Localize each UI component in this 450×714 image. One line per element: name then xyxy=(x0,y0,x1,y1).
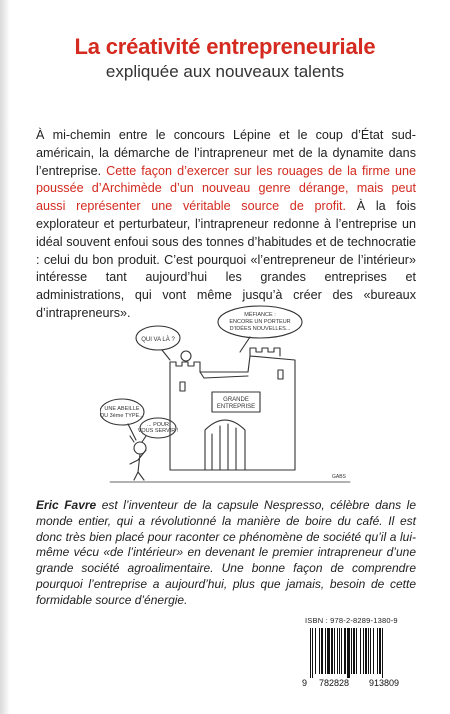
author-name: Eric Favre xyxy=(36,498,97,512)
book-title: La créativité entrepreneuriale xyxy=(74,34,376,59)
barcode-bar xyxy=(363,628,364,674)
barcode-bar xyxy=(337,628,338,674)
barcode-bar xyxy=(315,628,316,674)
svg-text:GRANDE: GRANDE xyxy=(223,397,249,403)
barcode-bar xyxy=(351,628,352,674)
barcode-digits-group2: 913809 xyxy=(368,678,400,688)
barcode-bar xyxy=(360,628,361,674)
castle-wall xyxy=(170,356,295,470)
barcode-bar xyxy=(325,628,326,674)
barcode-bar xyxy=(327,628,330,674)
barcode-bar xyxy=(353,628,355,674)
barcode-bar xyxy=(347,628,350,678)
cover-spine-shadow xyxy=(0,0,10,714)
barcode-bar xyxy=(310,628,311,678)
back-cover-blurb xyxy=(36,127,416,323)
barcode-bar xyxy=(373,628,374,674)
barcode-bar xyxy=(370,628,371,674)
barcode-bar xyxy=(341,628,342,674)
castle-door xyxy=(205,420,245,470)
blurb-text-2: À la fois explorateur et perturbateur, l’intrapreneur redonne à l’entreprise un idéal souvent enfoui sous des tonnes d’habitudes et de technocratie : celui du bon produit. C’est pourquoi «l’entrepreneur de l’intérieur» intéresse tant aujourd’hui les grandes entreprises et administrations, qui vont même jusqu’à créer des «bureaux d’intrapreneurs». xyxy=(36,199,417,320)
author-bio xyxy=(36,498,416,609)
barcode-bar xyxy=(331,628,333,674)
barcode-bar xyxy=(377,628,378,674)
castle-battlements-left xyxy=(170,362,200,372)
barcode-bar xyxy=(379,628,381,674)
blurb-text-1: À mi-chemin entre le concours Lépine et le coup d’État sud-américain, la démarche de l’intrapreneur met de la dynamite dans l’entreprise. xyxy=(36,128,416,178)
castle-cartoon xyxy=(100,300,360,500)
speech-bubble-left xyxy=(100,399,144,425)
svg-text:D’IDÉES NOUVELLES...: D’IDÉES NOUVELLES... xyxy=(229,326,291,332)
author-bio-text: est l’inventeur de la capsule Nespresso, célèbre dans le monde entier, qui a révolutionné la manière de boire du café. Il est donc très bien placé pour raconter ce phénomène de société qu’il a lui-même vécu «de l’intérieur» en devenant le premier intrapreneur d’une grande société agroalimentaire. Une bonne façon de comprendre pourquoi l’entreprise a aujourd’hui, plus que jamais, besoin de cette formidable source d’énergie. xyxy=(36,498,416,607)
castle-battlements-right xyxy=(250,348,280,356)
svg-text:DU 3ème TYPE...: DU 3ème TYPE... xyxy=(100,413,144,419)
barcode-bar xyxy=(368,628,369,674)
barcode-bar xyxy=(356,628,357,674)
barcode-bar xyxy=(319,628,320,674)
barcode-bar xyxy=(312,628,313,678)
barcode-bar xyxy=(321,628,323,674)
svg-text:ENCORE UN PORTEUR: ENCORE UN PORTEUR xyxy=(229,319,291,325)
barcode-bar xyxy=(334,628,335,674)
barcode-digit-first: 9 xyxy=(302,678,308,688)
barcode-bar xyxy=(344,628,346,674)
barcode-bar xyxy=(365,628,367,674)
svg-text:ENTREPRISE: ENTREPRISE xyxy=(216,404,256,410)
barcode-bar xyxy=(382,628,383,678)
svg-text:MÉFIANCE :: MÉFIANCE : xyxy=(244,312,276,318)
svg-text:... POUR: ... POUR xyxy=(146,422,170,428)
svg-text:UNE ABEILLE: UNE ABEILLE xyxy=(104,406,140,412)
isbn-label: ISBN : 978-2-8289-1380-9 xyxy=(305,616,398,625)
barcode-bar xyxy=(339,628,340,674)
cartoonist-signature: GABS xyxy=(332,474,346,480)
svg-text:VOUS SERVIR !: VOUS SERVIR ! xyxy=(137,428,179,434)
blurb-highlight: Cette façon d’exercer sur les rouages de la firme une poussée d’Archimède d’un nouveau genre dérange, mais peut aussi représenter une véritable source de profit. xyxy=(36,163,416,214)
isbn-barcode xyxy=(300,628,418,688)
barcode-digits-group1: 782828 xyxy=(318,678,350,688)
book-subtitle: expliquée aux nouveaux talents xyxy=(105,62,345,81)
bubble-top-text: QUI VA LÀ ? xyxy=(141,337,175,343)
